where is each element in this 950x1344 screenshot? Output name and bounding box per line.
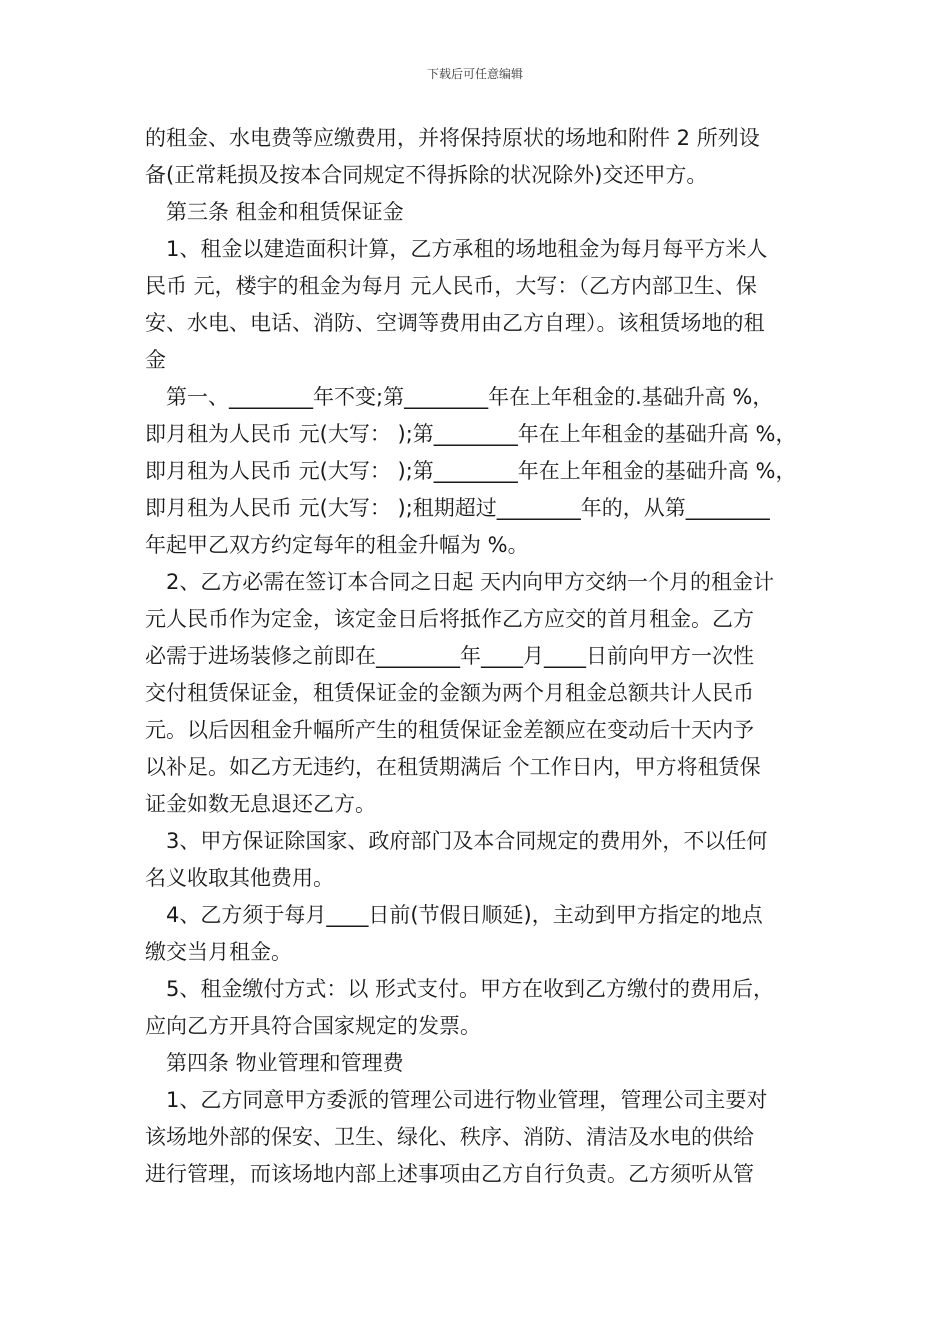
text-line: 即月租为人民币 元(大写： );第________年在上年租金的基础升高 %， <box>145 422 797 446</box>
text-line: 该场地外部的保安、卫生、绿化、秩序、消防、清洁及水电的供给 <box>145 1125 754 1149</box>
text-line: 证金如数无息退还乙方。 <box>145 792 376 816</box>
text-line: 元人民币作为定金，该定金日后将抵作乙方应交的首月租金。乙方 <box>145 607 754 631</box>
text-line: 民币 元，楼宇的租金为每月 元人民币，大写：（乙方内部卫生、保 <box>145 274 757 298</box>
text-line: 即月租为人民币 元(大写： );租期超过________年的，从第________ <box>145 496 770 520</box>
text-line: 安、水电、电话、消防、空调等费用由乙方自理）。该租赁场地的租 <box>145 311 765 335</box>
text-line: 的租金、水电费等应缴费用，并将保持原状的场地和附件 2 所列设 <box>145 126 760 150</box>
text-line: 年起甲乙双方约定每年的租金升幅为 %。 <box>145 533 529 557</box>
text-line: 第一、________年不变;第________年在上年租金的.基础升高 %， <box>145 385 774 409</box>
text-line: 应向乙方开具符合国家规定的发票。 <box>145 1014 481 1038</box>
section-heading: 第三条 租金和租赁保证金 <box>145 200 404 224</box>
text-line: 备(正常耗损及按本合同规定不得拆除的状况除外)交还甲方。 <box>145 163 708 187</box>
text-line: 金 <box>145 348 166 372</box>
section-heading: 第四条 物业管理和管理费 <box>145 1051 404 1075</box>
document-body <box>145 120 810 1193</box>
text-line: 元。以后因租金升幅所产生的租赁保证金差额应在变动后十天内予 <box>145 718 754 742</box>
text-line: 1、租金以建造面积计算，乙方承租的场地租金为每月每平方米人 <box>145 237 768 261</box>
text-line: 即月租为人民币 元(大写： );第________年在上年租金的基础升高 %， <box>145 459 797 483</box>
text-line: 进行管理，而该场地内部上述事项由乙方自行负责。乙方须听从管 <box>145 1162 754 1186</box>
text-line: 名义收取其他费用。 <box>145 866 334 890</box>
text-line: 必需于进场装修之前即在________年____月____日前向甲方一次性 <box>145 644 754 668</box>
text-line: 1、乙方同意甲方委派的管理公司进行物业管理，管理公司主要对 <box>145 1088 768 1112</box>
text-line: 3、甲方保证除国家、政府部门及本合同规定的费用外，不以任何 <box>145 829 768 853</box>
text-line: 以补足。如乙方无违约，在租赁期满后 个工作日内，甲方将租赁保 <box>145 755 761 779</box>
text-line: 2、乙方必需在签订本合同之日起 天内向甲方交纳一个月的租金计 <box>145 570 775 594</box>
text-line: 5、租金缴付方式：以 形式支付。甲方在收到乙方缴付的费用后， <box>145 977 775 1001</box>
text-line: 交付租赁保证金，租赁保证金的金额为两个月租金总额共计人民币 <box>145 681 754 705</box>
page-header: 下载后可任意编辑 <box>426 67 523 81</box>
text-line: 缴交当月租金。 <box>145 940 292 964</box>
text-line: 4、乙方须于每月____日前(节假日顺延)，主动到甲方指定的地点 <box>145 903 763 927</box>
